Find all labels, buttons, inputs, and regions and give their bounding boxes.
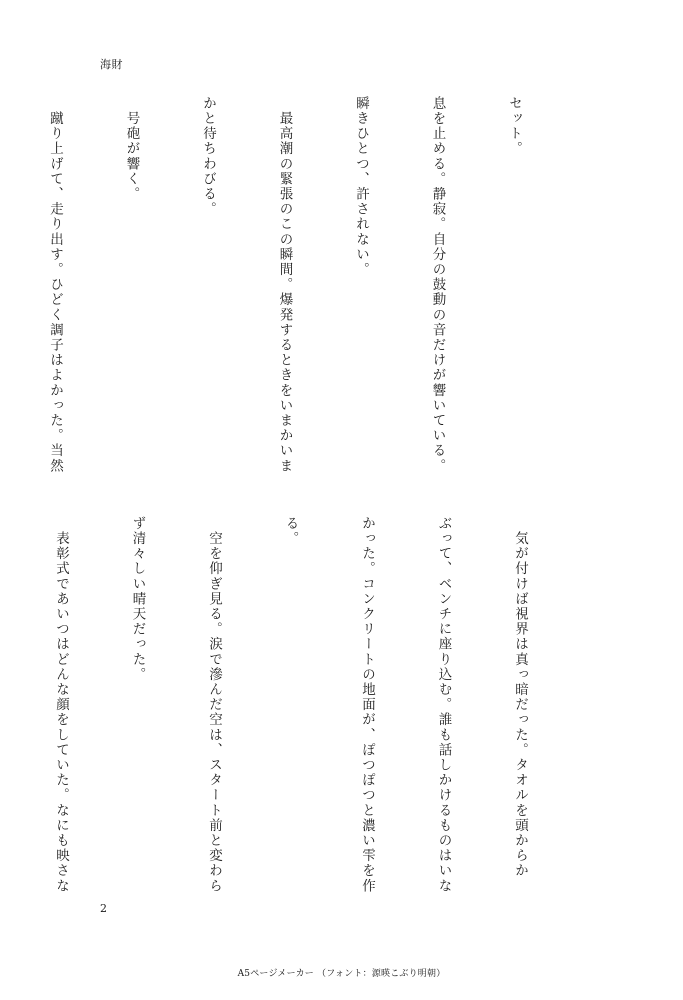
text-line: 気が付けば視界は真っ暗だった。タオルを頭からか: [512, 516, 528, 879]
text-line: 最高潮の緊張のこの瞬間。爆発するときをいまかいま: [276, 96, 293, 474]
text-line: 蹴り上げて、走り出す。ひどく調子はよかった。当然: [47, 96, 63, 474]
page-number: 2: [100, 902, 107, 915]
text-line: かと待ちわびる。: [200, 96, 216, 217]
text-line: 号砲が響く。: [123, 96, 140, 202]
text-block-top: [0, 96, 577, 476]
text-line: 空を仰ぎ見る。涙で滲んだ空は、スタート前と変わら: [206, 516, 222, 894]
text-line: セット。: [506, 96, 522, 157]
text-line: 瞬きひとつ、許されない。: [353, 96, 369, 278]
text-line: る。: [282, 516, 299, 547]
text-line: かった。コンクリートの地面が、ぽつぽつと濃い雫を作: [359, 516, 375, 894]
text-line: ず清々しい晴天だった。: [129, 516, 146, 683]
running-head: 海財: [100, 58, 123, 71]
text-line: 息を止める。静寂。自分の鼓動の音だけが響いている。: [429, 96, 446, 474]
footer-credit: A5ページメーカー （フォント：源暎こぶり明朝）: [237, 969, 446, 979]
text-line: ぶって、ベンチに座り込む。誰も話しかけるものはいな: [435, 516, 452, 894]
text-line: 表彰式であいつはどんな顔をしていた。なにも映さな: [53, 516, 69, 894]
text-block-bottom: [0, 516, 583, 896]
